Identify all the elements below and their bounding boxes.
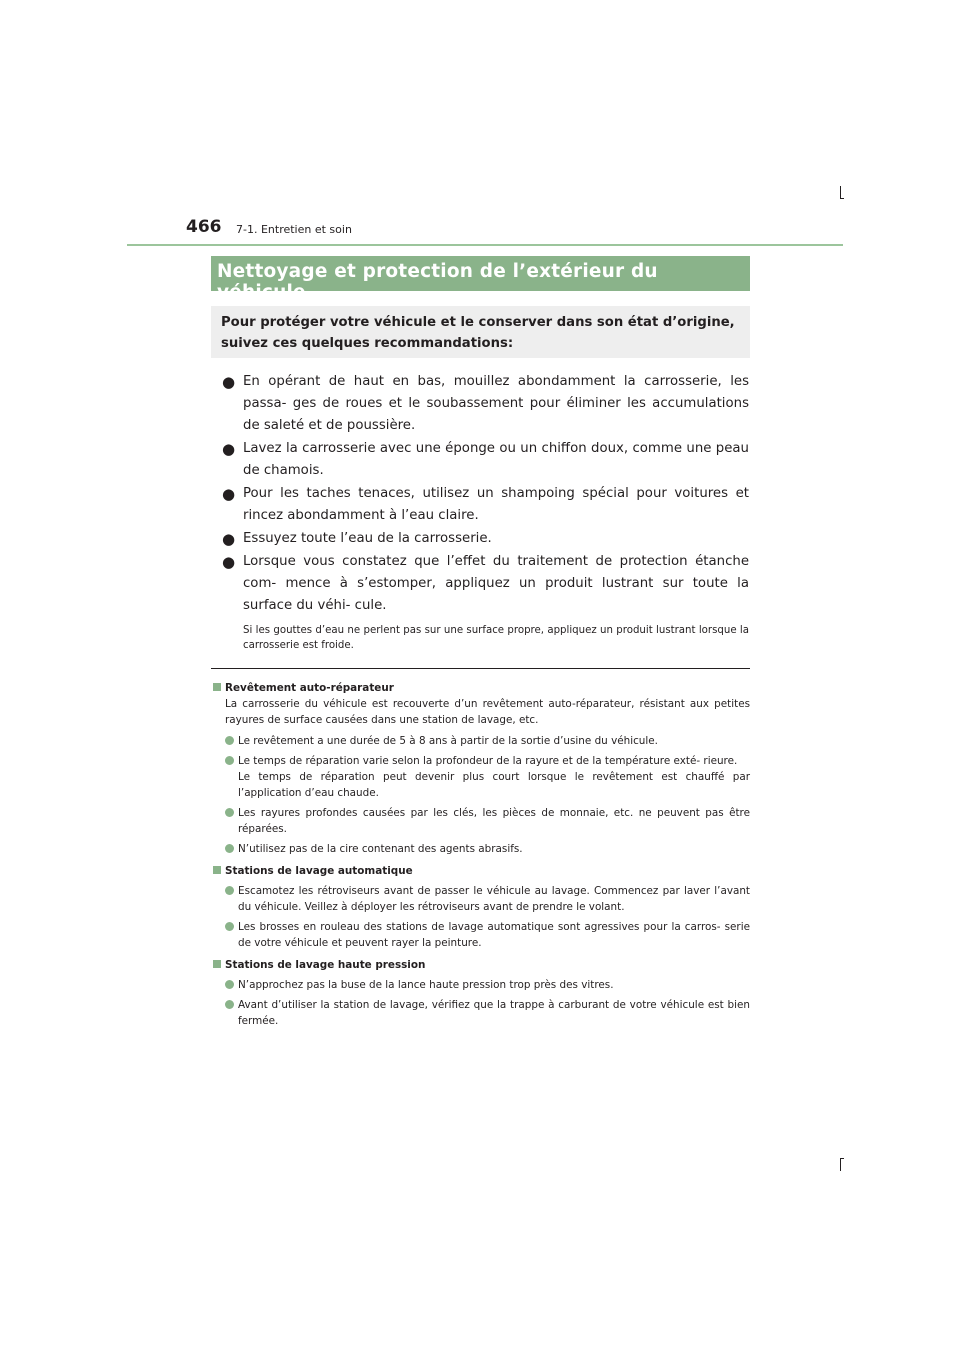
note-bullet (213, 977, 750, 993)
circle-bullet-icon (225, 886, 234, 895)
note-bullet-text: Avant d’utiliser la station de lavage, vérifiez que la trappe à carburant de votre véhicule est bien fermée. (238, 999, 750, 1027)
note-bullet-text: Le temps de réparation varie selon la profondeur de la rayure et de la température exté- rieure. (238, 755, 738, 767)
bullet-icon: ● (222, 553, 236, 571)
list-item-text: Pour les taches tenaces, utilisez un shampoing spécial pour voitures et rincez abondamment à l’eau claire. (243, 486, 749, 523)
note-bullet-text: Les rayures profondes causées par les clés, les pièces de monnaie, etc. ne peuvent pas être réparées. (238, 807, 750, 835)
note-bullet (213, 919, 750, 951)
header-rule (127, 244, 843, 246)
note-heading (213, 680, 750, 696)
notes-section (213, 680, 750, 1029)
note-bullet-text: Le revêtement a une durée de 5 à 8 ans à partir de la sortie d’usine du véhicule. (238, 735, 658, 747)
page-number: 466 (186, 217, 222, 237)
note-heading-text: Stations de lavage haute pression (225, 959, 426, 971)
list-item-text: En opérant de haut en bas, mouillez abondamment la carrosserie, les passa- ges de roues et le soubassement pour éliminer les accumulations de saleté et de poussière. (243, 374, 749, 433)
crop-mark-top-tick (840, 198, 844, 199)
bullet-icon: ● (222, 373, 236, 391)
note-bullet-text: N’approchez pas la buse de la lance haute pression trop près des vitres. (238, 979, 614, 991)
bullet-icon: ● (222, 530, 236, 548)
note-bullet-text: Les brosses en rouleau des stations de lavage automatique sont agressives pour la carros- serie de votre véhicule et peuvent rayer la peinture. (238, 921, 750, 949)
section-title: 7-1. Entretien et soin (236, 223, 352, 236)
bullet-icon: ● (222, 485, 236, 503)
note-heading (213, 863, 750, 879)
list-item-text: Lavez la carrosserie avec une éponge ou un chiffon doux, comme une peau de chamois. (243, 441, 749, 478)
note-bullet-text: Escamotez les rétroviseurs avant de passer le véhicule au lavage. Commencez par laver l’avant du véhicule. Veillez à déployer les rétroviseurs avant de prendre le volant. (238, 885, 750, 913)
crop-mark-bottom (840, 1158, 841, 1171)
note-heading (213, 957, 750, 973)
circle-bullet-icon (225, 756, 234, 765)
list-item (222, 551, 749, 617)
page-title: Nettoyage et protection de l’extérieur du véhicule (211, 256, 750, 291)
note-bullet (213, 841, 750, 857)
intro-box: Pour protéger votre véhicule et le conserver dans son état d’origine, suivez ces quelques recommandations: (211, 306, 750, 358)
note-bullet-extra-text: Le temps de réparation peut devenir plus court lorsque le revêtement est chauffé par l’application d’eau chaude. (238, 771, 750, 799)
list-item (222, 483, 749, 527)
list-item-text: Lorsque vous constatez que l’effet du traitement de protection étanche com- mence à s’estomper, appliquez un produit lustrant sur toute la surface du véhi- cule. (243, 554, 749, 613)
note-bullet (213, 805, 750, 837)
square-bullet-icon (213, 683, 221, 691)
note-bullet (213, 883, 750, 915)
circle-bullet-icon (225, 808, 234, 817)
wax-note: Si les gouttes d’eau ne perlent pas sur une surface propre, appliquez un produit lustrant lorsque la carrosserie est froide. (243, 625, 749, 651)
circle-bullet-icon (225, 1000, 234, 1009)
list-item-text: Essuyez toute l’eau de la carrosserie. (243, 531, 492, 546)
note-text: La carrosserie du véhicule est recouverte d’un revêtement auto-réparateur, résistant aux petites rayures de surface causées dans une station de lavage, etc. (225, 698, 750, 726)
note-bullet (213, 997, 750, 1029)
crop-mark-bottom-tick (840, 1158, 844, 1159)
square-bullet-icon (213, 960, 221, 968)
section-divider (211, 668, 750, 669)
list-item (222, 371, 749, 437)
circle-bullet-icon (225, 980, 234, 989)
note-bullet-text: N’utilisez pas de la cire contenant des agents abrasifs. (238, 843, 523, 855)
circle-bullet-icon (225, 844, 234, 853)
note-heading-text: Revêtement auto-réparateur (225, 682, 394, 694)
list-item (222, 528, 749, 550)
circle-bullet-icon (225, 922, 234, 931)
main-list (222, 371, 749, 653)
square-bullet-icon (213, 866, 221, 874)
circle-bullet-icon (225, 736, 234, 745)
note-bullet (213, 733, 750, 749)
bullet-icon: ● (222, 440, 236, 458)
note-bullet (213, 753, 750, 801)
note-heading-text: Stations de lavage automatique (225, 865, 413, 877)
list-item (222, 438, 749, 482)
